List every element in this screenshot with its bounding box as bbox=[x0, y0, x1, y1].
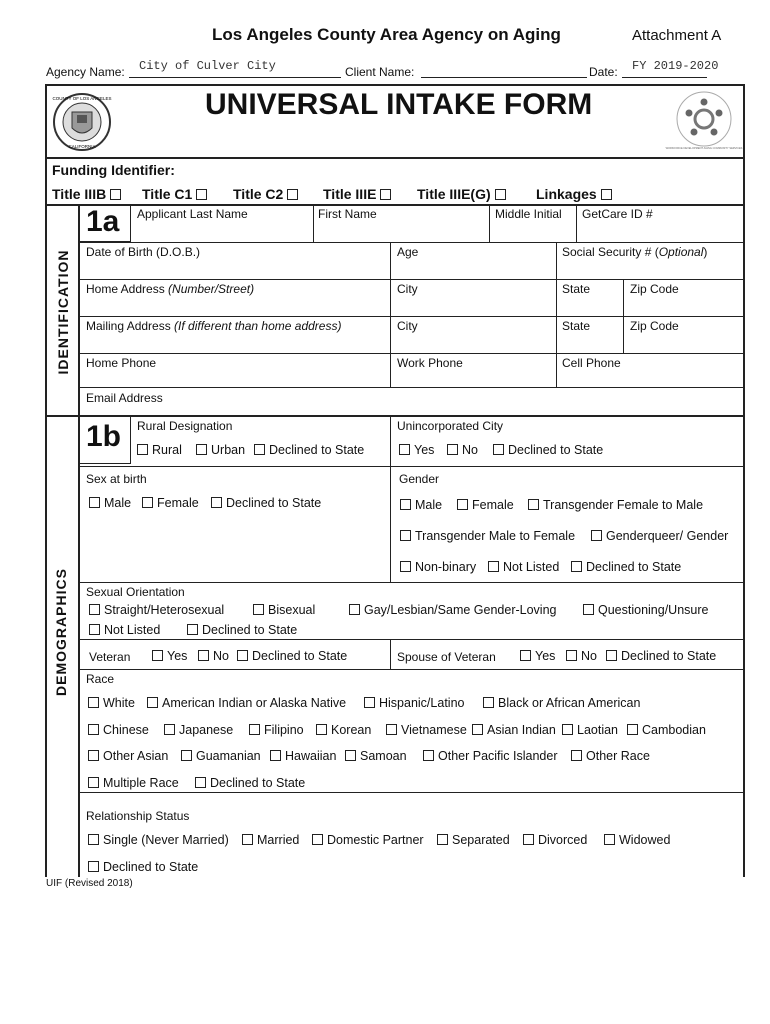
race-option-hispanic[interactable] bbox=[364, 696, 464, 710]
option-label: Cambodian bbox=[642, 723, 706, 737]
race-option-other-race[interactable] bbox=[571, 749, 650, 763]
mailing-state-field[interactable]: State bbox=[562, 319, 591, 333]
mailing-city-field[interactable]: City bbox=[397, 319, 418, 333]
checkbox-icon bbox=[152, 650, 163, 661]
option-label: Laotian bbox=[577, 723, 619, 737]
checkbox-icon bbox=[88, 697, 99, 708]
checkbox-icon bbox=[523, 834, 534, 845]
option-label: Domestic Partner bbox=[327, 833, 424, 847]
ssn-suffix: ) bbox=[703, 245, 708, 259]
section-divider bbox=[45, 415, 745, 417]
race-option-chinese[interactable] bbox=[88, 723, 149, 737]
option-label: American Indian or Alaska Native bbox=[162, 696, 347, 710]
option-label: Black or African American bbox=[498, 696, 641, 710]
funding-option-title-c2[interactable] bbox=[233, 186, 302, 202]
agency-title: Los Angeles County Area Agency on Aging bbox=[212, 25, 561, 44]
option-label: Other Pacific Islander bbox=[438, 749, 558, 763]
email-field[interactable]: Email Address bbox=[86, 391, 163, 405]
gender-option-declined[interactable] bbox=[571, 560, 681, 574]
option-label: Declined to State bbox=[103, 860, 199, 874]
race-label: Race bbox=[86, 672, 115, 686]
race-option-asian-indian[interactable] bbox=[472, 723, 556, 737]
option-label: Declined to State bbox=[252, 649, 348, 663]
client-name-label: Client Name: bbox=[345, 65, 415, 79]
home-state-field[interactable]: State bbox=[562, 282, 591, 296]
checkbox-icon bbox=[211, 497, 222, 508]
option-label: Guamanian bbox=[196, 749, 261, 763]
orientation-option-gay-lesbian[interactable] bbox=[349, 603, 556, 617]
checkbox-icon bbox=[88, 724, 99, 735]
agency-name-field[interactable] bbox=[129, 58, 341, 78]
option-label: Male bbox=[415, 498, 443, 512]
dob-field[interactable]: Date of Birth (D.O.B.) bbox=[86, 245, 201, 259]
seal-bottom-text: CALIFORNIA bbox=[68, 144, 96, 149]
checkbox-icon bbox=[447, 444, 458, 455]
checkbox-icon bbox=[187, 624, 198, 635]
checkbox-icon bbox=[88, 777, 99, 788]
rural-designation-label: Rural Designation bbox=[137, 419, 233, 433]
cell-line bbox=[390, 639, 391, 669]
race-option-white[interactable] bbox=[88, 696, 135, 710]
cell-phone-field[interactable]: Cell Phone bbox=[562, 356, 621, 370]
checkbox-icon bbox=[253, 604, 264, 615]
checkbox-icon bbox=[566, 650, 577, 661]
checkbox-icon bbox=[423, 750, 434, 761]
race-option-guamanian[interactable] bbox=[181, 749, 261, 763]
row-line bbox=[79, 316, 744, 317]
race-option-japanese[interactable] bbox=[164, 723, 233, 737]
sexual-orientation-label: Sexual Orientation bbox=[86, 585, 185, 599]
home-zip-field[interactable]: Zip Code bbox=[630, 282, 679, 296]
relationship-option-single[interactable] bbox=[88, 833, 229, 847]
agency-name-value: City of Culver City bbox=[139, 59, 276, 73]
option-label: Samoan bbox=[360, 749, 407, 763]
mailing-address-label: Mailing Address bbox=[86, 319, 175, 333]
option-label: Separated bbox=[452, 833, 510, 847]
race-option-black[interactable] bbox=[483, 696, 640, 710]
relationship-option-divorced[interactable] bbox=[523, 833, 587, 847]
sex-option-female[interactable] bbox=[142, 496, 199, 510]
date-value: FY 2019-2020 bbox=[632, 59, 719, 73]
gender-option-not-listed[interactable] bbox=[488, 560, 559, 574]
option-label: Widowed bbox=[619, 833, 671, 847]
checkbox-icon bbox=[110, 189, 121, 200]
section-number-1a: 1a bbox=[86, 205, 120, 238]
option-label: Hispanic/Latino bbox=[379, 696, 465, 710]
funding-option-label: Title IIIE(G) bbox=[417, 186, 491, 202]
county-seal-icon bbox=[52, 92, 112, 152]
checkbox-icon bbox=[147, 697, 158, 708]
cell-line bbox=[556, 242, 557, 387]
logo-text: WORKFORCE DEVELOPMENT AGING COMMUNITY SERVICES bbox=[665, 147, 743, 150]
ssn-label: Social Security # ( bbox=[562, 245, 659, 259]
checkbox-icon bbox=[254, 444, 265, 455]
option-label: Other Asian bbox=[103, 749, 169, 763]
sex-option-declined[interactable] bbox=[211, 496, 321, 510]
checkbox-icon bbox=[316, 724, 327, 735]
checkbox-icon bbox=[345, 750, 356, 761]
option-label: Chinese bbox=[103, 723, 149, 737]
option-label: Vietnamese bbox=[401, 723, 467, 737]
option-label: Yes bbox=[535, 649, 556, 663]
gender-option-nonbinary[interactable] bbox=[400, 560, 476, 574]
option-label: No bbox=[213, 649, 229, 663]
checkbox-icon bbox=[196, 444, 207, 455]
mailing-address-note: (If different than home address) bbox=[174, 319, 342, 333]
checkbox-icon bbox=[571, 750, 582, 761]
race-option-hawaiian[interactable] bbox=[270, 749, 336, 763]
option-label: Declined to State bbox=[508, 443, 604, 457]
option-label: Japanese bbox=[179, 723, 234, 737]
revision-note: UIF (Revised 2018) bbox=[46, 878, 133, 889]
race-option-vietnamese[interactable] bbox=[386, 723, 467, 737]
client-name-field[interactable] bbox=[421, 58, 587, 78]
option-label: Bisexual bbox=[268, 603, 316, 617]
option-label: Declined to State bbox=[226, 496, 322, 510]
gender-option-female[interactable] bbox=[457, 498, 514, 512]
checkbox-icon bbox=[242, 834, 253, 845]
option-label: Yes bbox=[414, 443, 435, 457]
checkbox-icon bbox=[437, 834, 448, 845]
unincorporated-option-declined[interactable] bbox=[493, 443, 603, 457]
checkbox-icon bbox=[88, 834, 99, 845]
home-address-label: Home Address bbox=[86, 282, 169, 296]
funding-option-label: Title C1 bbox=[142, 186, 193, 202]
gender-label: Gender bbox=[399, 472, 440, 486]
row-line bbox=[79, 387, 744, 388]
funding-option-title-iiie[interactable] bbox=[323, 186, 395, 202]
funding-option-title-c1[interactable] bbox=[142, 186, 211, 202]
orientation-option-questioning[interactable] bbox=[583, 603, 708, 617]
row-line bbox=[79, 279, 744, 280]
checkbox-icon bbox=[89, 604, 100, 615]
date-field[interactable] bbox=[622, 58, 719, 78]
option-label: Yes bbox=[167, 649, 188, 663]
sex-at-birth-label: Sex at birth bbox=[86, 472, 147, 486]
seal-text: COUNTY OF LOS ANGELES bbox=[52, 96, 112, 101]
unincorporated-city-label: Unincorporated City bbox=[397, 419, 504, 433]
option-label: Declined to State bbox=[586, 560, 682, 574]
checkbox-icon bbox=[312, 834, 323, 845]
checkbox-icon bbox=[400, 561, 411, 572]
checkbox-icon bbox=[488, 561, 499, 572]
race-option-other-asian[interactable] bbox=[88, 749, 168, 763]
agency-logo-icon bbox=[665, 88, 743, 150]
option-label: Declined to State bbox=[210, 776, 306, 790]
checkbox-icon bbox=[195, 777, 206, 788]
row-line bbox=[79, 353, 744, 354]
race-option-korean[interactable] bbox=[316, 723, 371, 737]
funding-option-label: Title IIIB bbox=[52, 186, 107, 202]
row-line bbox=[79, 242, 744, 243]
option-label: Declined to State bbox=[621, 649, 717, 663]
checkbox-icon bbox=[270, 750, 281, 761]
race-option-multiple[interactable] bbox=[88, 776, 179, 790]
option-label: Transgender Male to Female bbox=[415, 529, 576, 543]
relationship-option-domestic[interactable] bbox=[312, 833, 424, 847]
cell-line bbox=[576, 205, 577, 242]
veteran-option-no[interactable] bbox=[198, 649, 229, 663]
option-label: Asian Indian bbox=[487, 723, 556, 737]
relationship-option-declined[interactable] bbox=[88, 860, 198, 874]
spouse-option-yes[interactable] bbox=[520, 649, 555, 663]
unincorporated-option-yes[interactable] bbox=[399, 443, 434, 457]
rural-option-declined[interactable] bbox=[254, 443, 364, 457]
checkbox-icon bbox=[137, 444, 148, 455]
race-option-laotian[interactable] bbox=[562, 723, 618, 737]
form-frame bbox=[45, 157, 745, 877]
option-label: Korean bbox=[331, 723, 372, 737]
funding-option-title-iiie-g[interactable] bbox=[417, 186, 510, 202]
funding-label: Funding Identifier: bbox=[52, 162, 175, 178]
cell-line bbox=[390, 242, 391, 387]
checkbox-icon bbox=[457, 499, 468, 510]
rural-option-urban[interactable] bbox=[196, 443, 245, 457]
home-city-field[interactable]: City bbox=[397, 282, 418, 296]
option-label: Not Listed bbox=[503, 560, 560, 574]
identification-side-label: IDENTIFICATION bbox=[55, 249, 71, 375]
checkbox-icon bbox=[196, 189, 207, 200]
option-label: Straight/Heterosexual bbox=[104, 603, 225, 617]
checkbox-icon bbox=[571, 561, 582, 572]
option-label: Declined to State bbox=[269, 443, 365, 457]
section-number-1b: 1b bbox=[86, 420, 122, 453]
funding-option-title-iiib[interactable] bbox=[52, 186, 125, 202]
date-label: Date: bbox=[589, 65, 618, 79]
orientation-option-declined[interactable] bbox=[187, 623, 297, 637]
checkbox-icon bbox=[601, 189, 612, 200]
race-option-declined[interactable] bbox=[195, 776, 305, 790]
option-label: Male bbox=[104, 496, 132, 510]
cell-line bbox=[623, 279, 624, 353]
middle-initial-field[interactable]: Middle Initial bbox=[495, 207, 562, 221]
checkbox-icon bbox=[88, 750, 99, 761]
option-label: White bbox=[103, 696, 135, 710]
home-phone-field[interactable]: Home Phone bbox=[86, 356, 157, 370]
gender-option-male[interactable] bbox=[400, 498, 442, 512]
cell-line bbox=[313, 205, 314, 242]
orientation-option-straight[interactable] bbox=[89, 603, 224, 617]
checkbox-icon bbox=[493, 444, 504, 455]
option-label: No bbox=[462, 443, 478, 457]
checkbox-icon bbox=[400, 499, 411, 510]
checkbox-icon bbox=[198, 650, 209, 661]
relationship-option-married[interactable] bbox=[242, 833, 299, 847]
checkbox-icon bbox=[380, 189, 391, 200]
first-name-field[interactable]: First Name bbox=[318, 207, 377, 221]
gender-option-genderqueer[interactable] bbox=[591, 529, 728, 543]
checkbox-icon bbox=[164, 724, 175, 735]
ssn-field[interactable] bbox=[562, 245, 707, 259]
checkbox-icon bbox=[89, 497, 100, 508]
checkbox-icon bbox=[237, 650, 248, 661]
checkbox-icon bbox=[472, 724, 483, 735]
demographics-side-label: DEMOGRAPHICS bbox=[53, 568, 69, 696]
checkbox-icon bbox=[364, 697, 375, 708]
checkbox-icon bbox=[528, 499, 539, 510]
checkbox-icon bbox=[386, 724, 397, 735]
orientation-option-not-listed[interactable] bbox=[89, 623, 160, 637]
mailing-zip-field[interactable]: Zip Code bbox=[630, 319, 679, 333]
option-label: Transgender Female to Male bbox=[543, 498, 704, 512]
option-label: Questioning/Unsure bbox=[598, 603, 709, 617]
checkbox-icon bbox=[483, 697, 494, 708]
checkbox-icon bbox=[627, 724, 638, 735]
gender-option-trans-mtf[interactable] bbox=[400, 529, 575, 543]
checkbox-icon bbox=[287, 189, 298, 200]
option-label: Multiple Race bbox=[103, 776, 179, 790]
spouse-option-no[interactable] bbox=[566, 649, 597, 663]
cell-line bbox=[489, 205, 490, 242]
option-label: Single (Never Married) bbox=[103, 833, 229, 847]
option-label: Declined to State bbox=[202, 623, 298, 637]
row-line bbox=[79, 466, 744, 467]
home-address-note: (Number/Street) bbox=[168, 282, 255, 296]
funding-option-label: Linkages bbox=[536, 186, 597, 202]
section-divider bbox=[45, 204, 745, 206]
race-option-american-indian[interactable] bbox=[147, 696, 346, 710]
option-label: No bbox=[581, 649, 597, 663]
attachment-label: Attachment A bbox=[632, 27, 722, 44]
work-phone-field[interactable]: Work Phone bbox=[397, 356, 463, 370]
checkbox-icon bbox=[400, 530, 411, 541]
rural-option-rural[interactable] bbox=[137, 443, 182, 457]
checkbox-icon bbox=[591, 530, 602, 541]
checkbox-icon bbox=[606, 650, 617, 661]
veteran-label: Veteran bbox=[89, 650, 131, 664]
race-option-pacific-islander[interactable] bbox=[423, 749, 558, 763]
applicant-last-name-field[interactable]: Applicant Last Name bbox=[137, 207, 248, 221]
checkbox-icon bbox=[142, 497, 153, 508]
veteran-option-yes[interactable] bbox=[152, 649, 187, 663]
cell-line bbox=[390, 416, 391, 582]
row-line bbox=[79, 582, 744, 583]
relationship-status-label: Relationship Status bbox=[86, 809, 190, 823]
unincorporated-option-no[interactable] bbox=[447, 443, 478, 457]
side-column-divider bbox=[78, 204, 80, 877]
option-label: Married bbox=[257, 833, 300, 847]
relationship-option-widowed[interactable] bbox=[604, 833, 670, 847]
option-label: Hawaiian bbox=[285, 749, 337, 763]
option-label: Non-binary bbox=[415, 560, 477, 574]
checkbox-icon bbox=[399, 444, 410, 455]
option-label: Female bbox=[157, 496, 199, 510]
option-label: Rural bbox=[152, 443, 182, 457]
home-address-field[interactable] bbox=[86, 282, 254, 296]
option-label: Female bbox=[472, 498, 514, 512]
getcare-id-field[interactable]: GetCare ID # bbox=[582, 207, 653, 221]
checkbox-icon bbox=[604, 834, 615, 845]
funding-option-label: Title IIIE bbox=[323, 186, 377, 202]
checkbox-icon bbox=[249, 724, 260, 735]
age-field[interactable]: Age bbox=[397, 245, 419, 259]
option-label: Urban bbox=[211, 443, 246, 457]
checkbox-icon bbox=[520, 650, 531, 661]
relationship-option-separated[interactable] bbox=[437, 833, 510, 847]
checkbox-icon bbox=[495, 189, 506, 200]
option-label: Genderqueer/ Gender bbox=[606, 529, 729, 543]
option-label: Divorced bbox=[538, 833, 588, 847]
checkbox-icon bbox=[88, 861, 99, 872]
orientation-option-bisexual[interactable] bbox=[253, 603, 315, 617]
gender-option-trans-ftm[interactable] bbox=[528, 498, 703, 512]
sex-option-male[interactable] bbox=[89, 496, 131, 510]
checkbox-icon bbox=[349, 604, 360, 615]
spouse-of-veteran-label: Spouse of Veteran bbox=[397, 650, 496, 664]
option-label: Gay/Lesbian/Same Gender-Loving bbox=[364, 603, 557, 617]
funding-option-label: Title C2 bbox=[233, 186, 284, 202]
checkbox-icon bbox=[583, 604, 594, 615]
checkbox-icon bbox=[181, 750, 192, 761]
ssn-optional-note: Optional bbox=[658, 245, 704, 259]
race-option-samoan[interactable] bbox=[345, 749, 407, 763]
checkbox-icon bbox=[562, 724, 573, 735]
funding-option-linkages[interactable] bbox=[536, 186, 616, 202]
row-line bbox=[79, 639, 744, 640]
race-option-cambodian[interactable] bbox=[627, 723, 706, 737]
veteran-option-declined[interactable] bbox=[237, 649, 347, 663]
agency-name-label: Agency Name: bbox=[46, 65, 125, 79]
option-label: Filipino bbox=[264, 723, 304, 737]
option-label: Not Listed bbox=[104, 623, 161, 637]
row-line bbox=[79, 792, 744, 793]
row-line bbox=[79, 669, 744, 670]
spouse-option-declined[interactable] bbox=[606, 649, 716, 663]
race-option-filipino[interactable] bbox=[249, 723, 304, 737]
option-label: Other Race bbox=[586, 749, 650, 763]
checkbox-icon bbox=[89, 624, 100, 635]
form-title: UNIVERSAL INTAKE FORM bbox=[205, 88, 593, 121]
mailing-address-field[interactable] bbox=[86, 319, 341, 333]
